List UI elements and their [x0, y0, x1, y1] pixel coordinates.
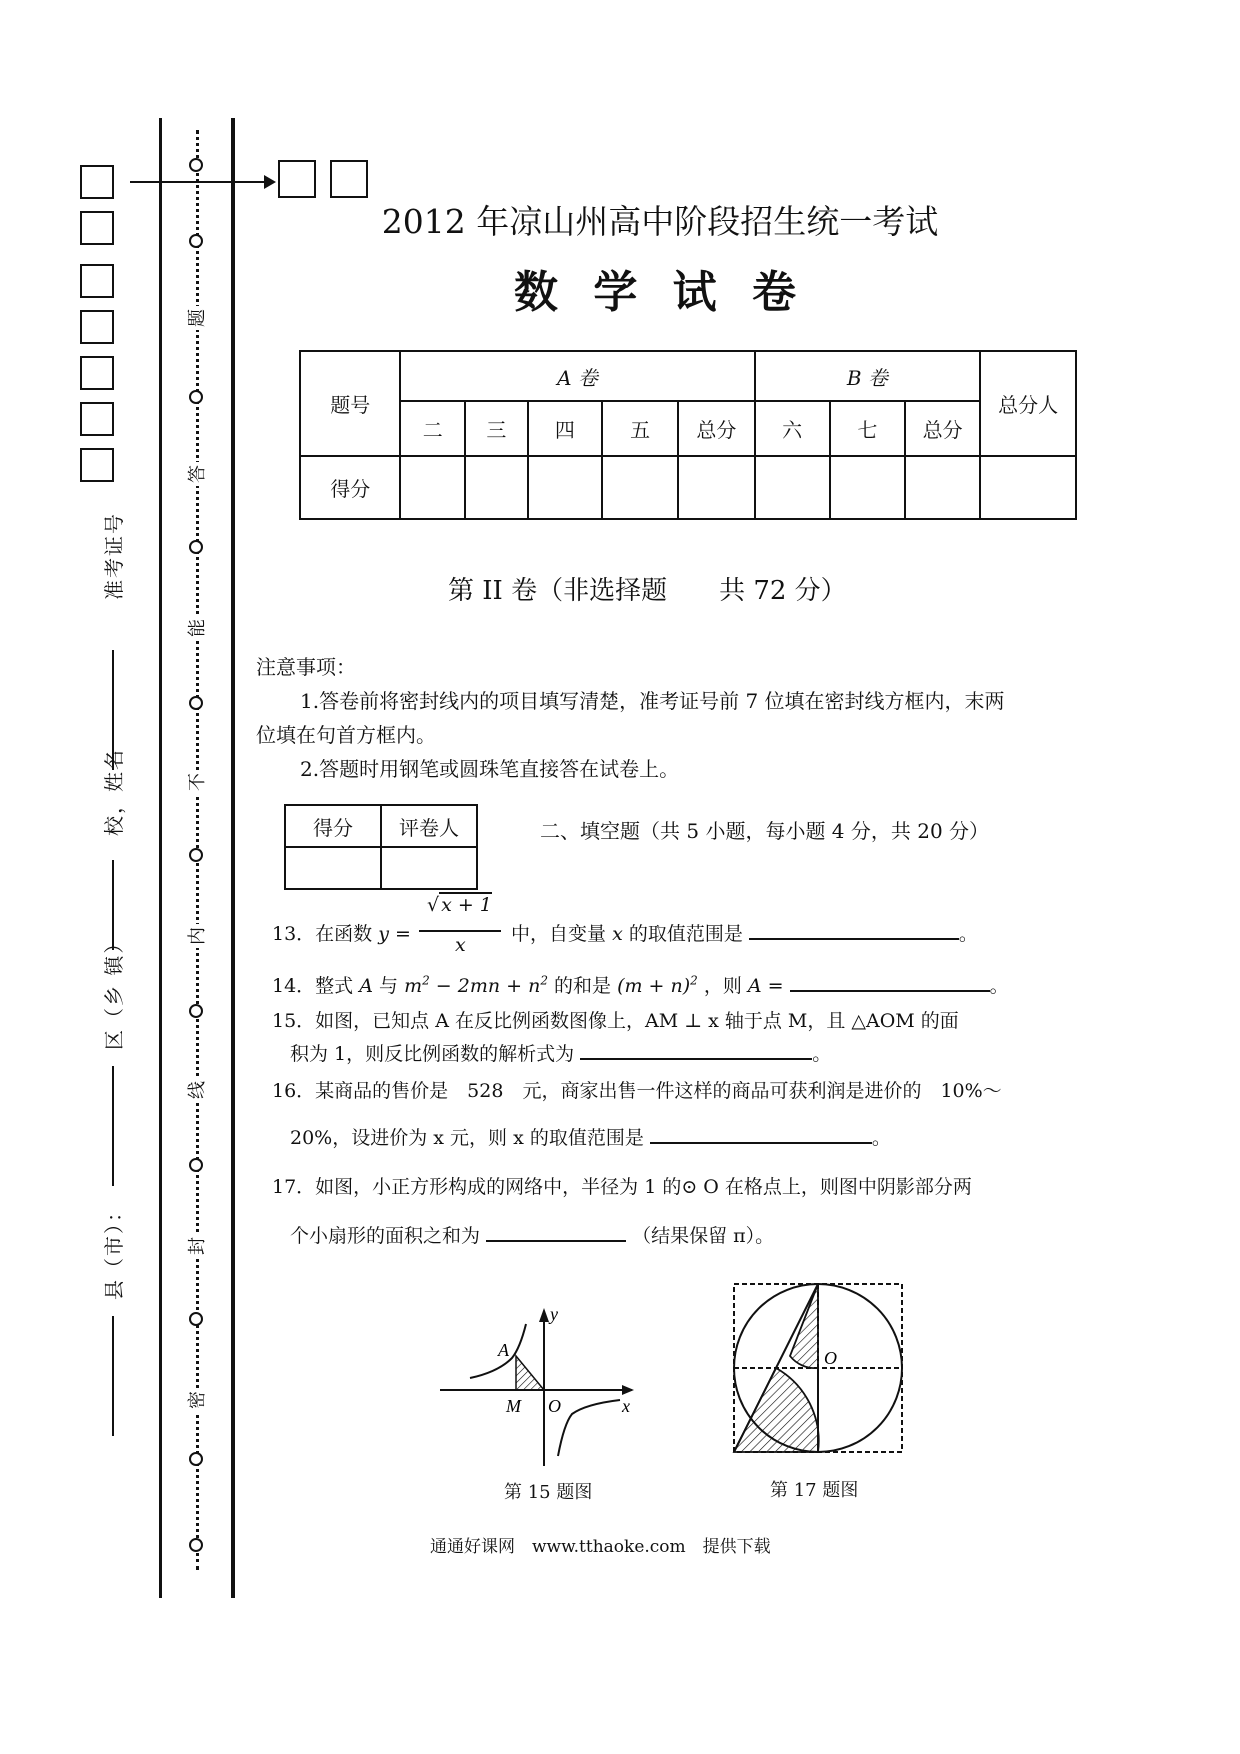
label-exam-no: 准考证号: [102, 512, 126, 600]
col-header: 六: [755, 401, 830, 456]
score-cell[interactable]: [755, 456, 830, 519]
arrow-line: [130, 181, 268, 183]
score-cell[interactable]: [528, 456, 602, 519]
q15-end: 。: [812, 1043, 832, 1065]
seal-circle: [189, 540, 203, 554]
q13-end: 。: [958, 923, 978, 945]
seal-circle: [189, 1452, 203, 1466]
paper-b-header: B 卷: [755, 351, 981, 401]
county-line[interactable]: [112, 1316, 114, 1436]
grader-table: [284, 804, 478, 890]
question-16-line2: [290, 1122, 891, 1150]
label-name: 校，姓名: [102, 748, 126, 836]
q14-expr2: $(m + n)^2$: [617, 973, 698, 997]
question-16-line1: 16．某商品的售价是 528 元，商家出售一件这样的商品可获利润是进价的 10%～: [272, 1080, 1002, 1102]
notes: [256, 650, 1076, 786]
grader-label: 评卷人: [381, 805, 477, 847]
seal-char: 能: [186, 616, 210, 640]
notes-item2: 2.答题时用钢笔或圆珠笔直接答在试卷上。: [300, 757, 680, 781]
seal-circle: [189, 1312, 203, 1326]
part2-title: 二、填空题（共 5 小题，每小题 4 分，共 20 分）: [540, 819, 990, 843]
q13-numerator: √ x + 1: [426, 894, 492, 916]
seal-circle: [189, 1004, 203, 1018]
fig15-triangle-aom: [516, 1356, 544, 1390]
fig15-label-m: M: [506, 1396, 521, 1416]
q14-expr1: $m^2 - 2mn + n^2$: [404, 973, 548, 997]
fig15-curve-lower-right: [558, 1400, 620, 1456]
seal-circle: [189, 1158, 203, 1172]
fig17-label-o: O: [824, 1348, 837, 1368]
score-cell[interactable]: [678, 456, 754, 519]
col-header: 三: [465, 401, 528, 456]
score-cell[interactable]: [830, 456, 905, 519]
fig15-label-o: O: [548, 1396, 561, 1416]
col-header: 七: [830, 401, 905, 456]
q16-answer-blank[interactable]: [650, 1122, 872, 1144]
q13-var-y: y =: [378, 923, 417, 945]
q13-var-x: x: [612, 923, 623, 945]
score-cell[interactable]: [400, 456, 465, 519]
fig15-label-y: y: [550, 1304, 558, 1324]
q14-text-c: 的和是: [554, 975, 612, 997]
fig15-y-arrow-icon: [539, 1308, 549, 1322]
seal-char: 密: [186, 1388, 210, 1412]
exam-no-box[interactable]: [80, 448, 114, 482]
last-digit-box[interactable]: [330, 160, 368, 198]
label-county: 县（市）：: [102, 1200, 126, 1300]
total-person-header: 总分人: [980, 351, 1076, 456]
seal-circle: [189, 158, 203, 172]
seal-char: 题: [186, 306, 210, 330]
q14-end: 。: [989, 975, 1009, 997]
question-17-line2: [290, 1220, 774, 1248]
col-header: 四: [528, 401, 602, 456]
question-17-line1: 17．如图，小正方形构成的网络中，半径为 1 的⊙ O 在格点上，则图中阴影部分两: [272, 1176, 972, 1198]
exam-title: 2012 年凉山州高中阶段招生统一考试: [381, 202, 939, 241]
paper-a-header: A 卷: [400, 351, 754, 401]
seal-char: 内: [186, 924, 210, 948]
q14-text-a: 14．整式: [272, 975, 354, 997]
q17-text-b: （结果保留 π）。: [632, 1225, 775, 1247]
exam-no-box[interactable]: [80, 356, 114, 390]
fig17-sector-lower: [734, 1368, 819, 1452]
binding-line-left: [159, 118, 162, 1598]
grader-name-cell[interactable]: [381, 847, 477, 889]
q13-answer-blank[interactable]: [749, 918, 959, 940]
q16-text: 20%，设进价为 x 元，则 x 的取值范围是: [290, 1127, 644, 1149]
q17-answer-blank[interactable]: [486, 1220, 626, 1242]
q15-text: 积为 1，则反比例函数的解析式为: [290, 1043, 575, 1065]
q14-text-b: 与: [379, 975, 399, 997]
fig17-sector-upper: [790, 1284, 818, 1368]
district-line[interactable]: [112, 1066, 114, 1186]
notes-item1-line1: 1.答卷前将密封线内的项目填写清楚，准考证号前 7 位填在密封线方框内，末两: [300, 689, 1005, 713]
question-14: [272, 970, 1009, 998]
seal-circle: [189, 1538, 203, 1552]
question-15-line2: [290, 1038, 831, 1066]
q13-text-b: 中，自变量: [511, 923, 607, 945]
footer-source: 通通好课网 www.tthaoke.com 提供下载: [430, 1537, 771, 1557]
q13-denominator: x: [454, 934, 466, 956]
fig15-caption: 第 15 题图: [504, 1482, 593, 1503]
seal-circle: [189, 696, 203, 710]
section-title: 第 II 卷（非选择题 共 72 分）: [448, 576, 847, 606]
q14-var-a: A: [359, 975, 379, 997]
seal-char: 线: [186, 1078, 210, 1102]
fig15-label-a: A: [498, 1340, 509, 1360]
total-person-cell[interactable]: [980, 456, 1076, 519]
question-13: [272, 894, 978, 956]
notes-item1-line2: 位填在句首方框内。: [256, 723, 436, 747]
fig15-x-arrow-icon: [622, 1385, 634, 1395]
q14-text-d: ，则: [703, 975, 742, 997]
score-row-label: 得分: [300, 456, 400, 519]
q17-text-a: 个小扇形的面积之和为: [290, 1225, 481, 1247]
exam-no-box[interactable]: [80, 165, 114, 199]
exam-no-box[interactable]: [80, 402, 114, 436]
notes-heading: 注意事项：: [256, 655, 356, 679]
seal-char: 答: [186, 462, 210, 486]
fig15-label-x: x: [622, 1396, 630, 1416]
col-header: 总分: [905, 401, 980, 456]
seal-char: 不: [186, 770, 210, 794]
question-15-line1: 15．如图，已知点 A 在反比例函数图像上，AM ⊥ x 轴于点 M，且 △AOM 的面: [272, 1010, 959, 1032]
q14-var-a2: A =: [747, 975, 790, 997]
q13-fraction: [417, 894, 505, 956]
q13-fraction-bar: [419, 930, 501, 932]
label-district: 区（乡 镇）: [102, 931, 126, 1050]
figure-15: [436, 1300, 646, 1470]
seal-circle: [189, 848, 203, 862]
subject-title: 数 学 试 卷: [514, 267, 806, 318]
seal-circle: [189, 390, 203, 404]
binding-line-right: [231, 118, 235, 1598]
score-cell[interactable]: [602, 456, 678, 519]
grader-score-label: 得分: [285, 805, 381, 847]
last-digit-box[interactable]: [278, 160, 316, 198]
arrow-head-icon: [264, 175, 276, 189]
grader-score-cell[interactable]: [285, 847, 381, 889]
row-label: 题号: [300, 351, 400, 456]
seal-char: 封: [186, 1234, 210, 1258]
col-header: 五: [602, 401, 678, 456]
fig17-caption: 第 17 题图: [770, 1480, 859, 1501]
q13-text-a: 13．在函数: [272, 923, 373, 945]
score-cell[interactable]: [465, 456, 528, 519]
q16-end: 。: [871, 1127, 891, 1149]
q14-answer-blank[interactable]: [790, 970, 990, 992]
score-table: [299, 350, 1077, 520]
q13-text-c: 的取值范围是: [628, 923, 743, 945]
figure-17: [728, 1278, 908, 1458]
col-header: 总分: [678, 401, 754, 456]
score-cell[interactable]: [905, 456, 980, 519]
col-header: 二: [400, 401, 465, 456]
q15-answer-blank[interactable]: [580, 1038, 812, 1060]
